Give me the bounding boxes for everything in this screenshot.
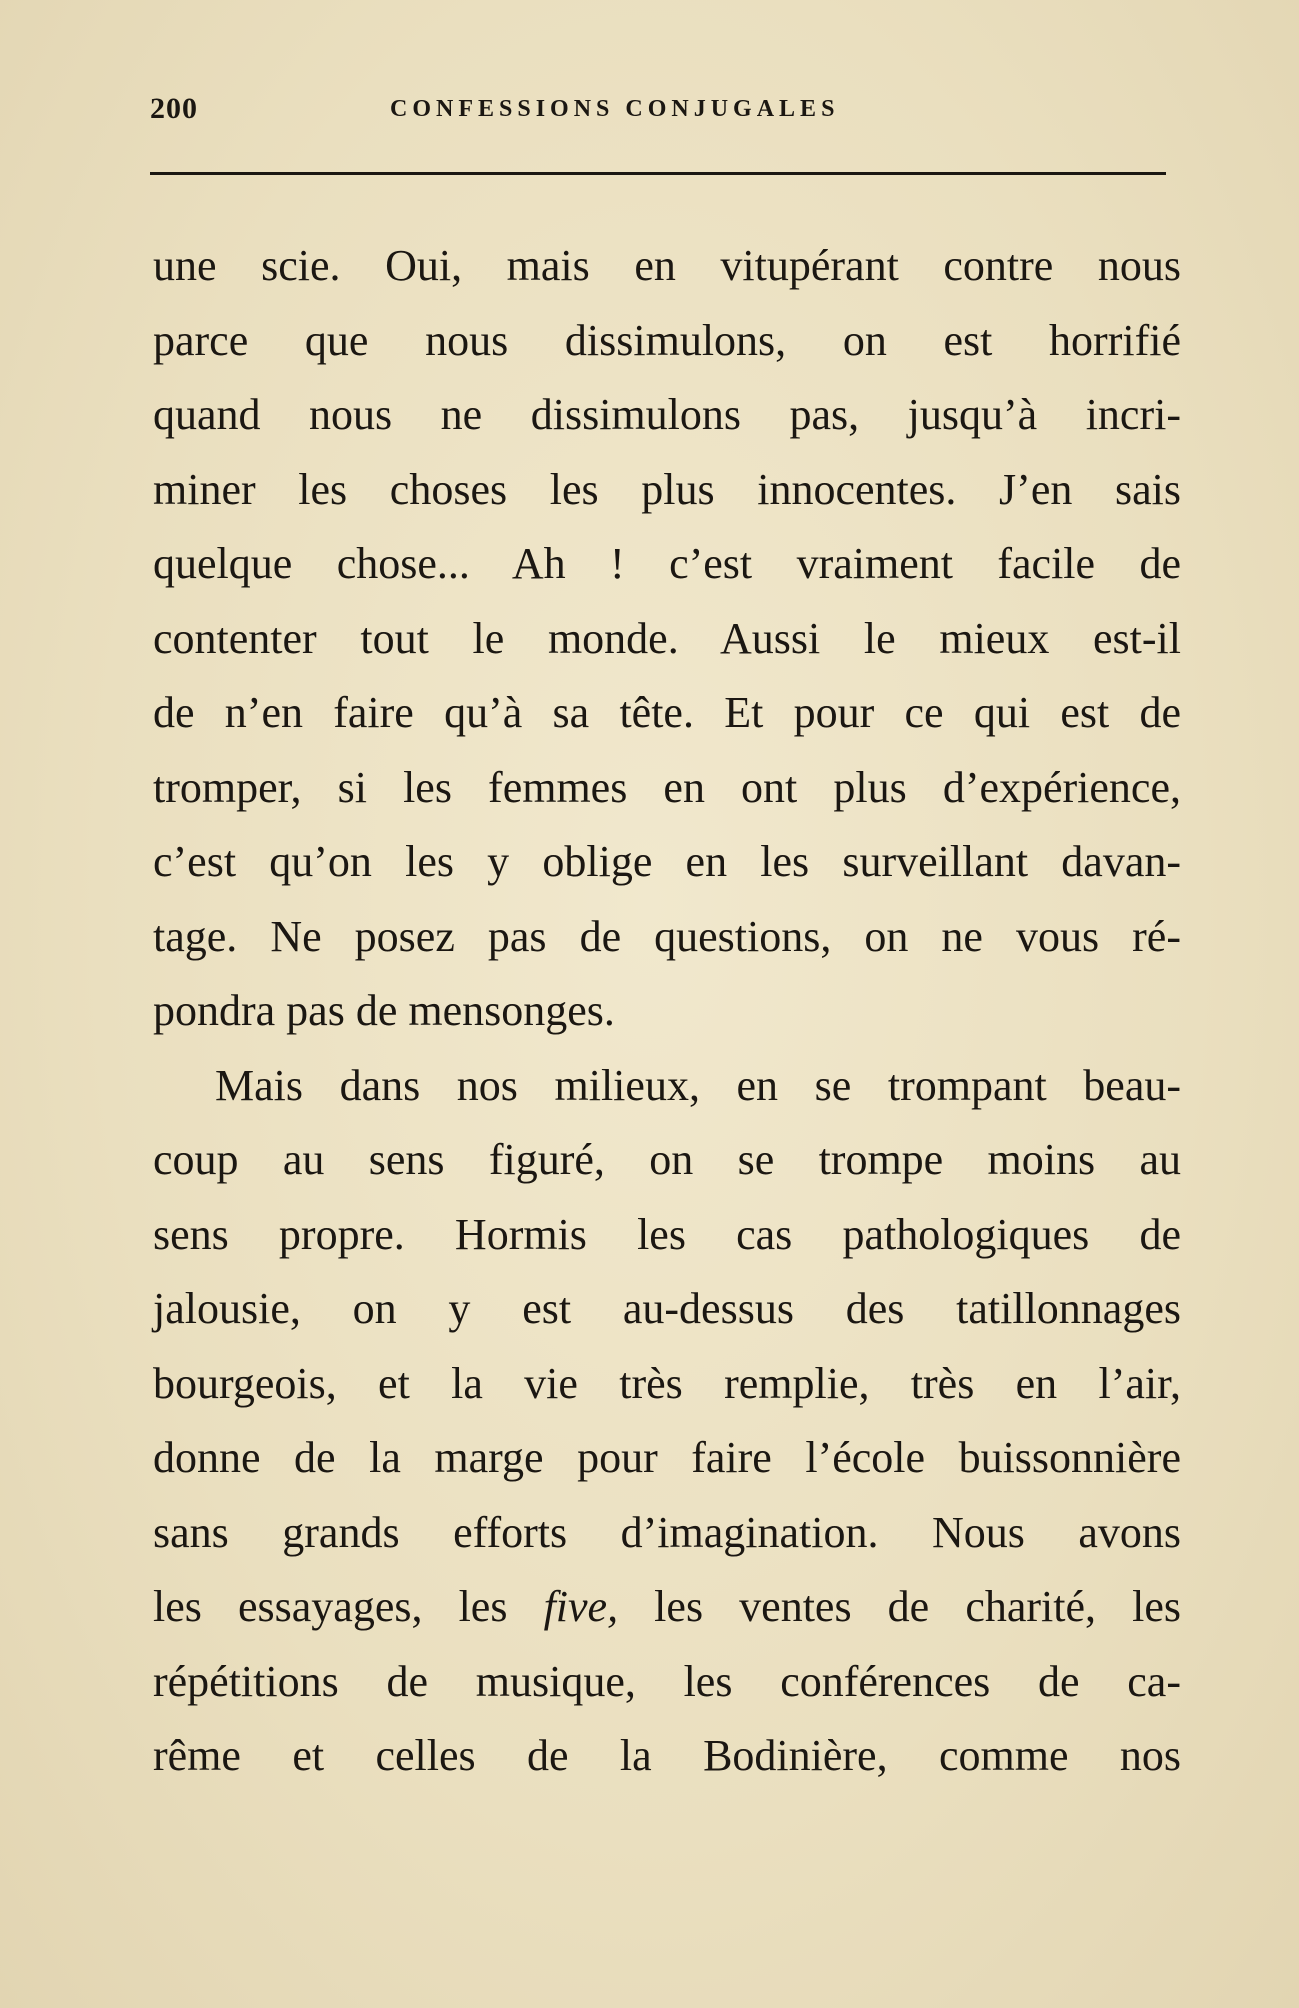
text-line: rême et celles de la Bodinière, comme nos (153, 1731, 1181, 1780)
text-line: quand nous ne dissimulons pas, jusqu’à incri- (153, 390, 1181, 439)
text-line: coup au sens figuré, on se trompe moins au (153, 1135, 1181, 1184)
text-line: donne de la marge pour faire l’école buissonnière (153, 1433, 1181, 1482)
text-line: sens propre. Hormis les cas pathologiques de (153, 1209, 1181, 1259)
text-line: répétitions de musique, les conférences de ca- (153, 1656, 1181, 1706)
header-rule (150, 172, 1166, 175)
text-line: tromper, si les femmes en ont plus d’expérience, (153, 762, 1181, 812)
text-line: bourgeois, et la vie très remplie, très en l’air, (153, 1358, 1181, 1408)
running-head (150, 92, 1170, 132)
text-line: tage. Ne posez pas de questions, on ne vous ré- (153, 911, 1181, 961)
text-line: jalousie, on y est au-dessus des tatillonnages (153, 1284, 1181, 1333)
text-line: de n’en faire qu’à sa tête. Et pour ce qui est de (153, 688, 1181, 737)
text-line: sans grands efforts d’imagination. Nous avons (153, 1507, 1181, 1557)
text-line: contenter tout le monde. Aussi le mieux est-il (153, 613, 1181, 663)
text-line-with-italic (153, 1577, 1181, 1652)
running-title: CONFESSIONS CONJUGALES (390, 96, 840, 122)
paragraph-start-line: Mais dans nos milieux, en se trompant beau- (215, 1060, 1181, 1110)
page-number: 200 (150, 92, 198, 125)
body-text (153, 236, 1181, 1801)
text-line: c’est qu’on les y oblige en les surveillant davan- (153, 837, 1181, 886)
text-line: une scie. Oui, mais en vitupérant contre nous (153, 241, 1181, 290)
paragraph-end-line: pondra pas de mensonges. (153, 986, 615, 1035)
text-line: quelque chose... Ah ! c’est vraiment facile de (153, 539, 1181, 588)
text-segment: les ventes de charité, les (618, 1582, 1181, 1631)
text-line: miner les choses les plus innocentes. J’en sais (153, 464, 1181, 514)
italic-word: five, (543, 1582, 619, 1631)
text-line: parce que nous dissimulons, on est horrifié (153, 315, 1181, 365)
text-segment: les essayages, les (153, 1582, 544, 1631)
